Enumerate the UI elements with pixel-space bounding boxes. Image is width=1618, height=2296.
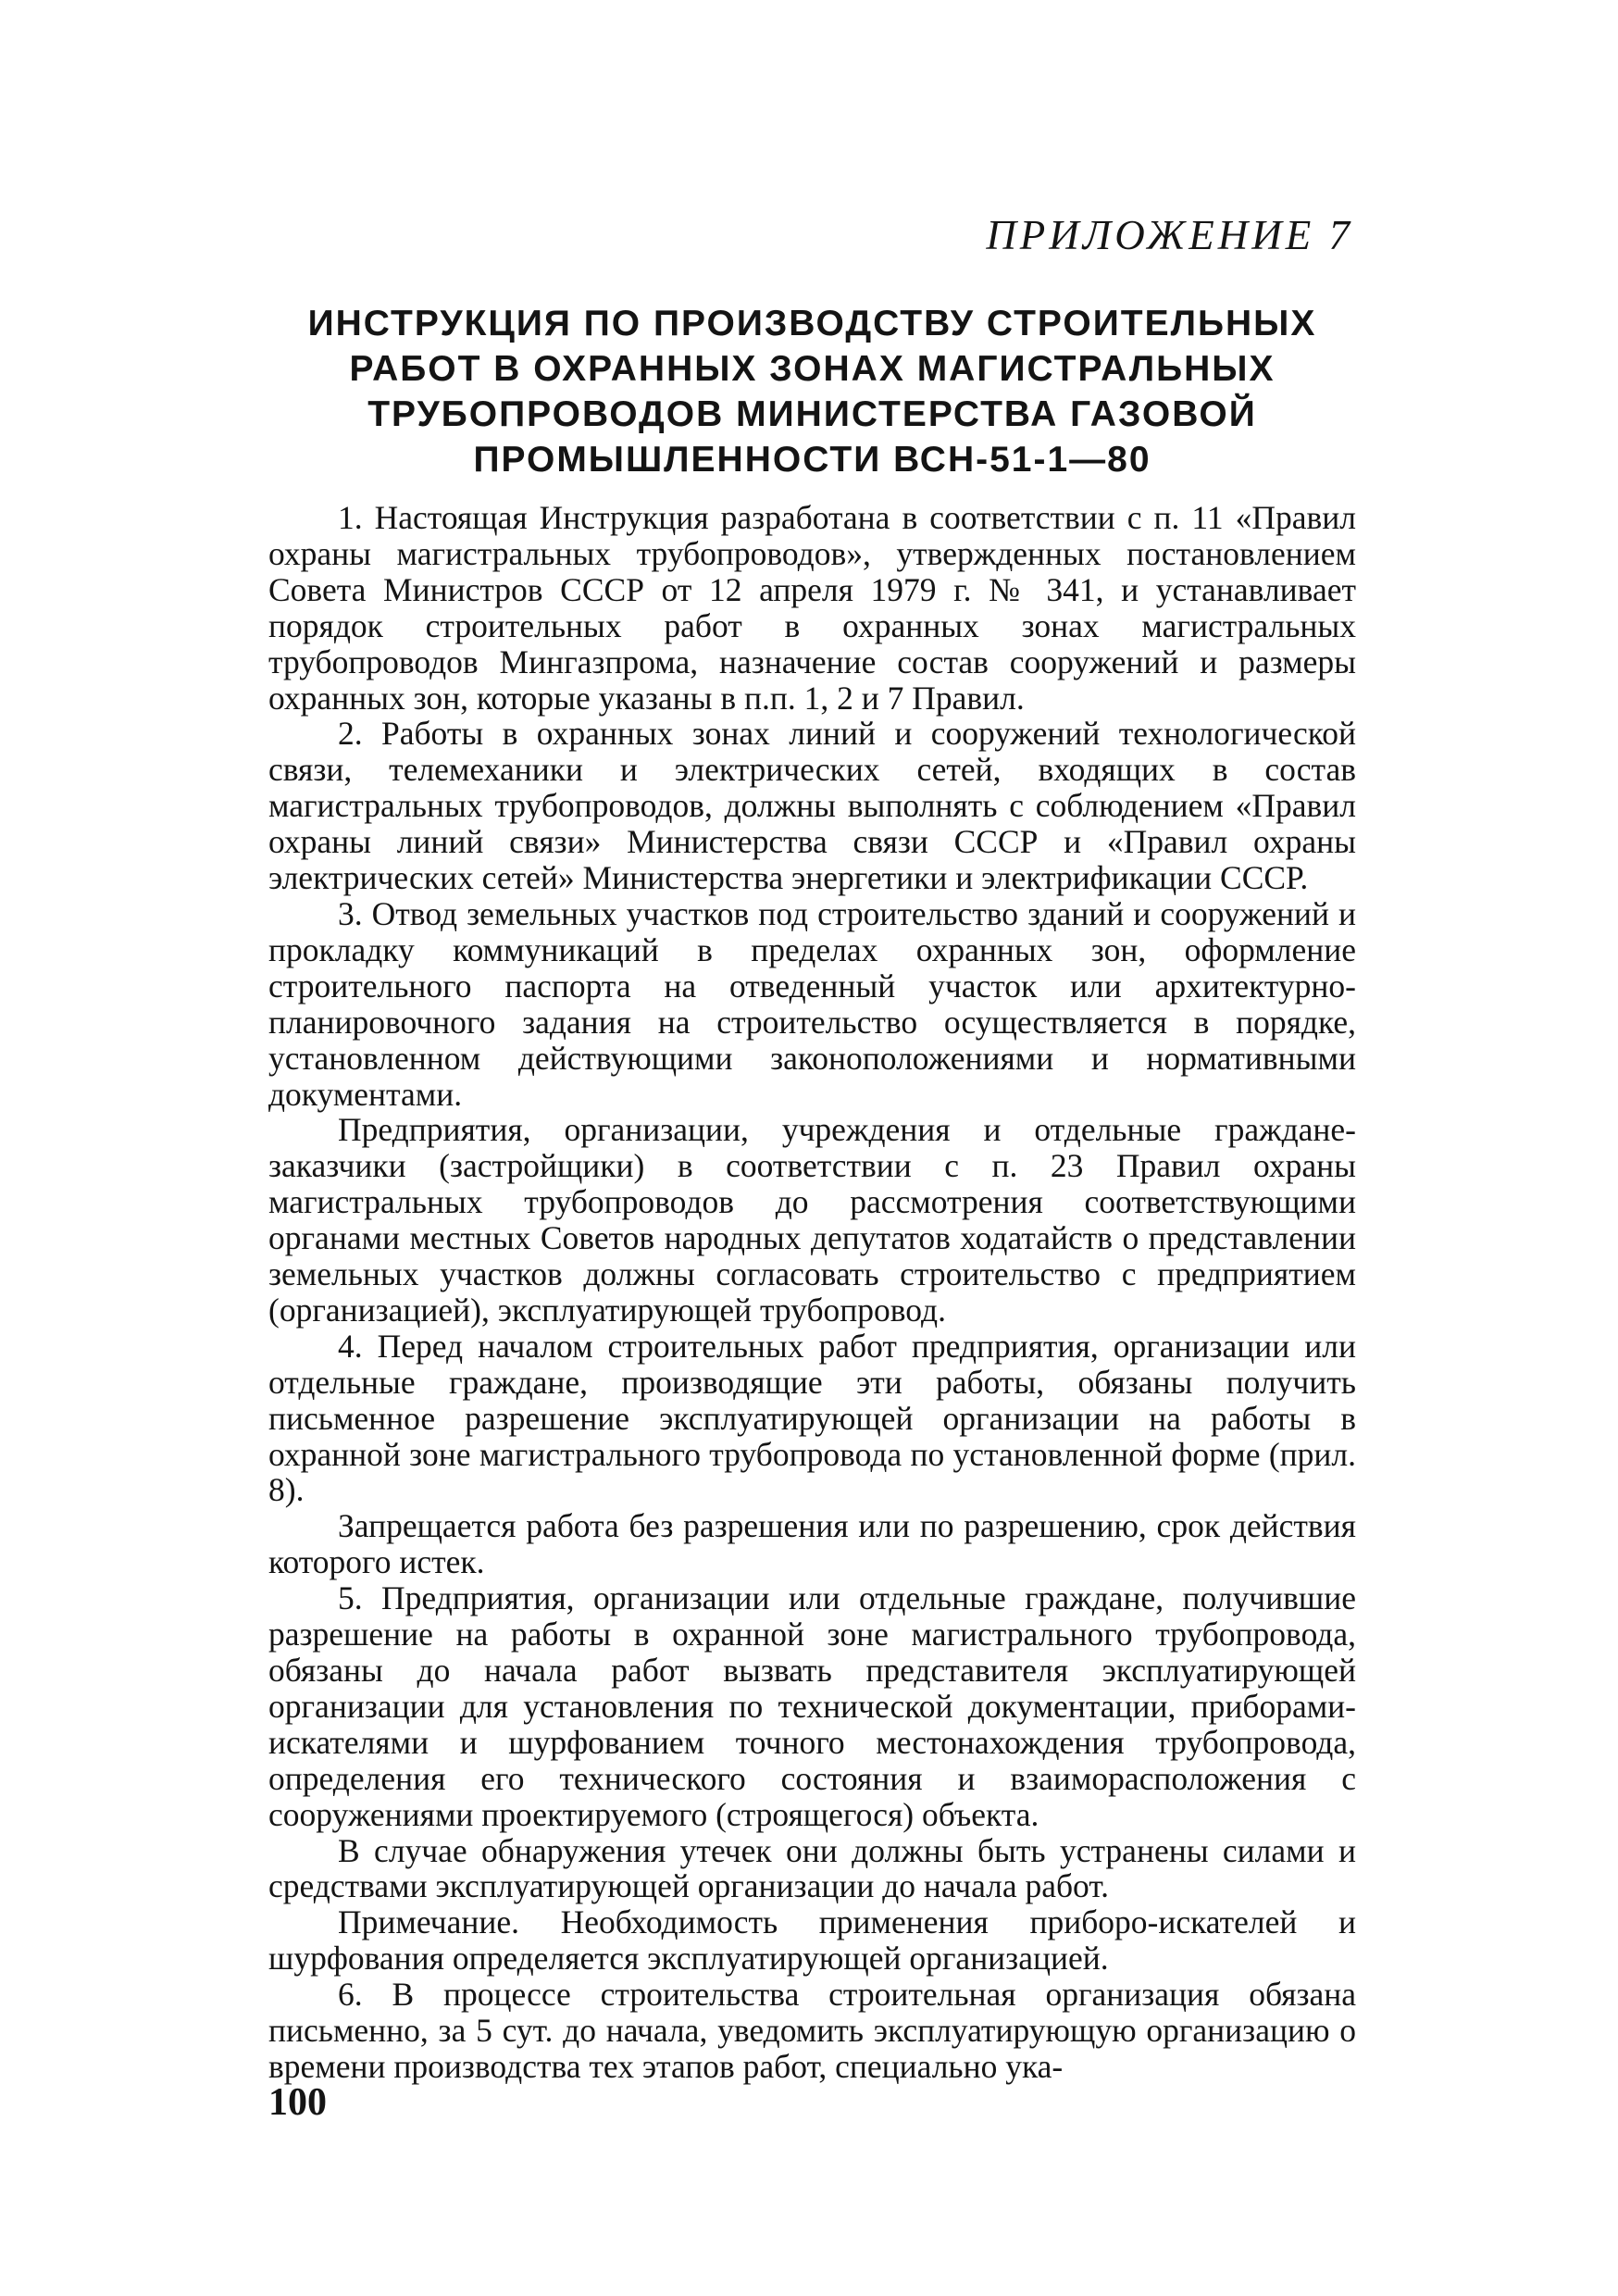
title-line: ТРУБОПРОВОДОВ МИНИСТЕРСТВА ГАЗОВОЙ xyxy=(367,394,1257,434)
paragraph-5-continued: В случае обнаружения утечек они должны быть устранены силами и средствами эксплуатирующей организации до начала работ. xyxy=(268,1831,1356,1905)
note-paragraph: Примечание. Необходимость применения приборо-искателей и шурфования определяется эксплуатирующей организацией. xyxy=(268,1903,1356,1978)
paragraph-6: 6. В процессе строительства строительная организация обязана письменно, за 5 сут. до начала, уведомить эксплуатирующую организацию о времени производства тех этапов работ, специально ука- xyxy=(268,1976,1356,2085)
appendix-label: ПРИЛОЖЕНИЕ 7 xyxy=(986,212,1353,258)
title-line: ПРОМЫШЛЕННОСТИ ВСН-51-1—80 xyxy=(473,440,1151,480)
paragraph-4: 4. Перед началом строительных работ предприятия, организации или отдельные граждане, производящие эти работы, обязаны получить письменное разрешение эксплуатирующей организации на работы в охранной зоне магистрального трубопровода по установленной форме (прил. 8). xyxy=(268,1327,1356,1509)
paragraph-3: 3. Отвод земельных участков под строительство зданий и сооружений и прокладку коммуникаций в пределах охранных зон, оформление строительного паспорта на отведенный участок или архитектурно-планировочного задания на строительство осуществляется в порядке, установленном действующими законоположениями и нормативными документами. xyxy=(268,894,1356,1113)
paragraph-3-continued: Предприятия, организации, учреждения и отдельные граждане-заказчики (застройщики) в соответствии с п. 23 Правил охраны магистральных трубопроводов до рассмотрения соответствующими органами местных Советов народных депутатов ходатайств о представлении земельных участков должны согласовать строительство с предприятием (организацией), эксплуатирующей трубопровод. xyxy=(268,1111,1356,1329)
paragraph-4-continued: Запрещается работа без разрешения или по разрешению, срок действия которого истек. xyxy=(268,1507,1356,1581)
document-title xyxy=(268,301,1356,482)
document-body xyxy=(268,500,1356,2085)
page-number: 100 xyxy=(268,2081,327,2124)
title-line: ИНСТРУКЦИЯ ПО ПРОИЗВОДСТВУ СТРОИТЕЛЬНЫХ xyxy=(307,304,1317,343)
title-line: РАБОТ В ОХРАННЫХ ЗОНАХ МАГИСТРАЛЬНЫХ xyxy=(349,349,1276,389)
paragraph-1: 1. Настоящая Инструкция разработана в соответствии с п. 11 «Правил охраны магистральных трубопроводов», утвержденных постановлением Совета Министров СССР от 12 апреля 1979 г. № 341, и устанавливает порядок строительных работ в охранных зонах магистральных трубопроводов Мингазпрома, назначение состав сооружений и размеры охранных зон, которые указаны в п.п. 1, 2 и 7 Правил. xyxy=(268,499,1356,717)
paragraph-2: 2. Работы в охранных зонах линий и сооружений технологической связи, телемеханики и электрических сетей, входящих в состав магистральных трубопроводов, должны выполнять с соблюдением «Правил охраны линий связи» Министерства связи СССР и «Правил охраны электрических сетей» Министерства энергетики и электрификации СССР. xyxy=(268,715,1356,897)
paragraph-5: 5. Предприятия, организации или отдельные граждане, получившие разрешение на работы в охранной зоне магистрального трубопровода, обязаны до начала работ вызвать представителя эксплуатирующей организации для установления по технической документации, приборами-искателями и шурфованием точного местонахождения трубопровода, определения его технического состояния и взаиморасположения с сооружениями проектируемого (строящегося) объекта. xyxy=(268,1579,1356,1833)
